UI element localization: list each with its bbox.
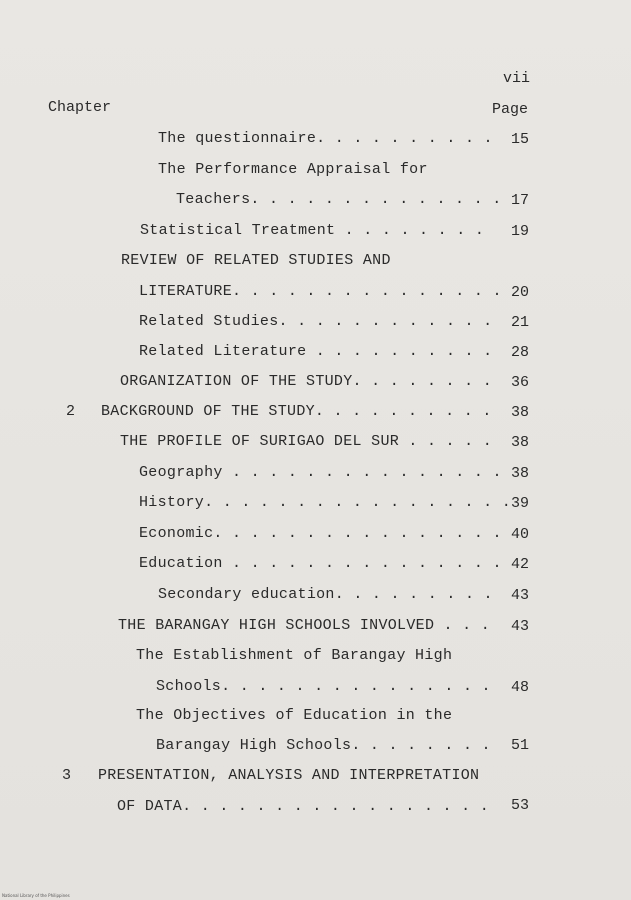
toc-entry-text: REVIEW OF RELATED STUDIES AND bbox=[121, 252, 391, 269]
toc-entry-page: 38 bbox=[510, 404, 529, 421]
toc-entry-page: 40 bbox=[510, 526, 529, 543]
chapter-heading: Chapter bbox=[48, 99, 112, 116]
page-number: vii bbox=[503, 70, 531, 87]
toc-entry-page: 28 bbox=[510, 344, 529, 361]
toc-entry-text: The Performance Appraisal for bbox=[158, 161, 428, 178]
toc-entry-text: BACKGROUND OF THE STUDY. . . . . . . . . . bbox=[101, 403, 492, 420]
toc-entry-page: 53 bbox=[510, 797, 529, 814]
toc-entry-text: THE BARANGAY HIGH SCHOOLS INVOLVED . . . bbox=[118, 617, 491, 634]
page-heading: Page bbox=[492, 101, 529, 118]
footer-caption: National Library of the Philippines bbox=[2, 893, 70, 898]
toc-entry-page: 17 bbox=[510, 192, 529, 209]
toc-entry-page: 43 bbox=[510, 618, 529, 635]
toc-entry-page: 38 bbox=[510, 465, 529, 482]
toc-entry-text: Schools. . . . . . . . . . . . . . . bbox=[156, 678, 491, 695]
toc-entry-text: Economic. . . . . . . . . . . . . . . . bbox=[139, 525, 502, 542]
toc-entry-text: The Establishment of Barangay High bbox=[136, 647, 453, 664]
toc-entry-page: 42 bbox=[510, 556, 529, 573]
toc-entry-page: 20 bbox=[510, 284, 529, 301]
toc-entry-page: 38 bbox=[510, 434, 529, 451]
toc-entry-page: 51 bbox=[510, 737, 529, 754]
toc-entry-text: Teachers. . . . . . . . . . . . . . bbox=[176, 191, 502, 208]
toc-entry-text: LITERATURE. . . . . . . . . . . . . . . bbox=[139, 283, 502, 300]
toc-entry-page: 21 bbox=[510, 314, 529, 331]
toc-entry-text: Statistical Treatment . . . . . . . . bbox=[140, 222, 485, 239]
toc-entry-text: The Objectives of Education in the bbox=[136, 707, 453, 724]
toc-entry-text: Geography . . . . . . . . . . . . . . . bbox=[139, 464, 502, 481]
toc-entry-text: Secondary education. . . . . . . . . bbox=[158, 586, 493, 603]
toc-entry-page: 43 bbox=[510, 587, 529, 604]
toc-entry-page: 39 bbox=[510, 495, 529, 512]
toc-entry-text: Related Literature . . . . . . . . . . bbox=[139, 343, 493, 360]
chapter-number: 3 bbox=[62, 767, 72, 784]
toc-entry-text: PRESENTATION, ANALYSIS AND INTERPRETATION bbox=[98, 767, 480, 784]
toc-entry-page: 48 bbox=[510, 679, 529, 696]
toc-entry-page: 15 bbox=[510, 131, 529, 148]
toc-entry-text: ORGANIZATION OF THE STUDY. . . . . . . . bbox=[120, 373, 493, 390]
toc-entry-text: The questionnaire. . . . . . . . . . bbox=[158, 130, 493, 147]
toc-entry-text: OF DATA. . . . . . . . . . . . . . . . . bbox=[117, 798, 490, 815]
toc-entry-page: 19 bbox=[510, 223, 529, 240]
toc-entry-text: THE PROFILE OF SURIGAO DEL SUR . . . . . bbox=[120, 433, 493, 450]
toc-entry-page: 36 bbox=[510, 374, 529, 391]
toc-entry-text: Barangay High Schools. . . . . . . . bbox=[156, 737, 491, 754]
toc-entry-text: Education . . . . . . . . . . . . . . . bbox=[139, 555, 502, 572]
chapter-number: 2 bbox=[66, 403, 76, 420]
toc-entry-text: History. . . . . . . . . . . . . . . . . bbox=[139, 494, 512, 511]
toc-entry-text: Related Studies. . . . . . . . . . . . bbox=[139, 313, 493, 330]
